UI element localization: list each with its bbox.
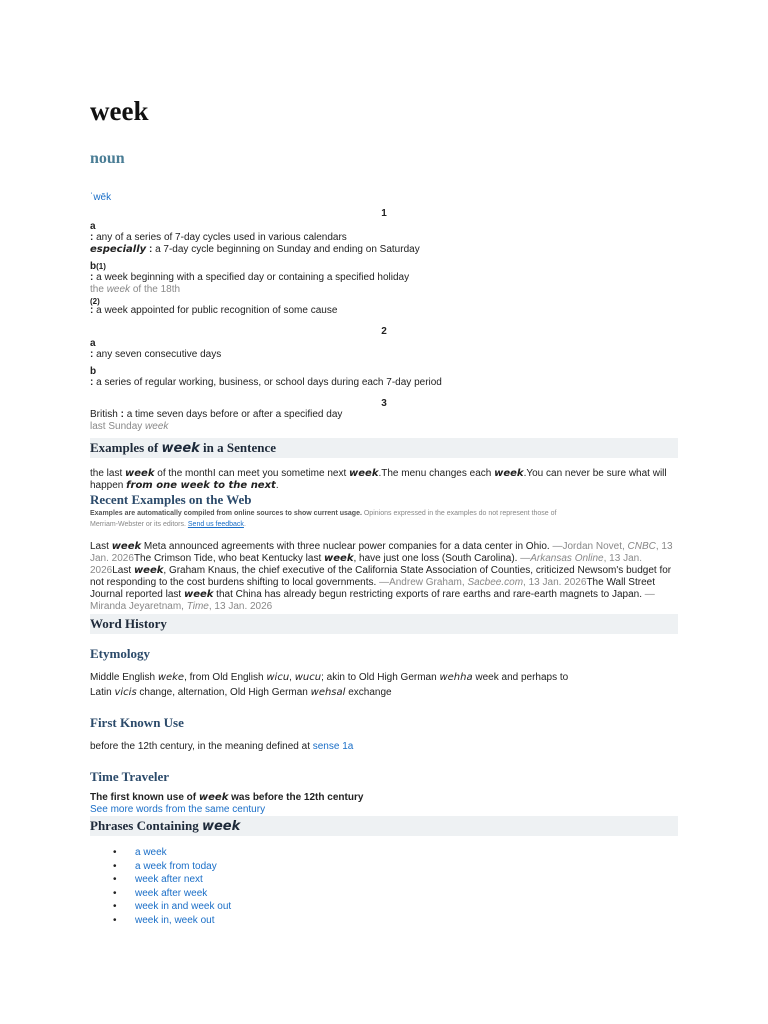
sense-2a-definition: [90, 349, 221, 361]
etym-word: wehsal: [310, 687, 346, 698]
example-text: of the 18th: [130, 284, 181, 295]
sense-3-example: [90, 421, 168, 433]
letter-label: b: [90, 261, 97, 272]
sense-number-2: 2: [381, 326, 387, 337]
recent-word: week: [111, 541, 142, 552]
recent-word: week: [324, 553, 354, 564]
definition-text: a 7-day cycle beginning on Sunday and ending on Saturday: [155, 244, 420, 255]
sense-2b-definition: [90, 377, 442, 389]
section-title-word: week: [201, 819, 241, 834]
etym-word: wicu: [266, 672, 290, 683]
examples-section-header: [90, 438, 678, 458]
recent-word: week: [183, 589, 214, 600]
sentence-phrase: from one week to the next: [126, 480, 276, 491]
sentence-text: .The menu changes each: [378, 468, 495, 479]
list-item[interactable]: [120, 887, 231, 901]
example-text: last Sunday: [90, 421, 146, 432]
recent-source: , 13 Jan.: [603, 553, 642, 564]
recent-examples-notice-1: [90, 509, 556, 519]
etym-text: ,: [289, 672, 295, 683]
recent-source: Jan. 2026: [90, 553, 134, 564]
list-item[interactable]: [120, 873, 231, 887]
recent-examples-notice-2: [90, 520, 246, 530]
sentence-word: week: [494, 468, 524, 479]
list-item[interactable]: [120, 846, 231, 860]
recent-text: The Crimson Tide, who beat Kentucky last: [133, 553, 325, 564]
recent-source: Miranda Jeyaretnam,: [90, 601, 187, 612]
notice-text: Merriam-Webster or its editors.: [90, 521, 188, 528]
phrase-link[interactable]: week after week: [135, 887, 208, 899]
sense-1a-especially: [90, 244, 420, 256]
recent-example-line-6: [90, 601, 272, 613]
etymology-line-1: [90, 672, 568, 684]
sentence-text: .You can never be sure what will: [523, 468, 667, 479]
recent-example-line-1: [90, 541, 673, 553]
definition-text: any of a series of 7-day cycles used in various calendars: [96, 232, 347, 243]
sentence-text: the last: [90, 468, 126, 479]
sense-1b2-subnumber: (2): [90, 297, 100, 306]
definition-text: a week appointed for public recognition of some cause: [96, 305, 338, 316]
tt-word: week: [198, 792, 229, 803]
colon-mark: :: [90, 272, 94, 283]
sentence-text: of the monthI can meet you sometime next: [154, 468, 350, 479]
notice-bold: Examples are automatically compiled from online sources to show current usage.: [90, 510, 362, 517]
sentence-text: .: [275, 480, 279, 491]
recent-example-line-4: [90, 577, 655, 589]
recent-source: , 13: [655, 541, 673, 552]
section-title-word: week: [161, 441, 200, 456]
recent-source-name: CNBC: [627, 541, 656, 552]
phrases-header: [90, 816, 678, 836]
recent-text: Meta announced agreements with three nuclear power companies for a data center in Ohio.: [141, 541, 550, 552]
recent-word: week: [133, 565, 164, 576]
send-feedback-link[interactable]: Send us feedback: [187, 521, 244, 528]
sense-1b1-definition: [90, 272, 409, 284]
section-title-text: in a Sentence: [199, 440, 276, 455]
phrase-link[interactable]: week after next: [135, 874, 203, 885]
etym-word: weke: [157, 672, 185, 683]
list-item[interactable]: [120, 914, 231, 928]
etym-text: week and perhaps to: [472, 672, 569, 683]
recent-source: —Andrew Graham,: [376, 577, 468, 588]
first-known-use-text: [90, 741, 353, 753]
recent-source: 2026: [90, 565, 113, 576]
colon-mark: :: [148, 244, 153, 255]
etym-text: , from Old English: [184, 672, 267, 683]
recent-example-line-5: [90, 589, 655, 601]
recent-text: not responding to the cost burdens shifting to local governments.: [90, 577, 377, 588]
list-item[interactable]: [120, 900, 231, 914]
recent-text: Journal reported last: [90, 589, 184, 600]
recent-text: , Graham Knaus, the chief executive of the California State Association of Counties, criticized Newsom's budget for: [163, 565, 672, 576]
notice-text: Opinions expressed in the examples do not represent those of: [361, 510, 557, 517]
section-title-text: Phrases Containing: [90, 818, 202, 833]
sentence-word: week: [125, 468, 155, 479]
example-sentences-line-2: [90, 480, 279, 492]
sense-number-3: 3: [381, 398, 387, 409]
section-title-text: Examples of: [90, 440, 162, 455]
british-label: British: [90, 409, 118, 420]
recent-source: —Jordan Novet,: [549, 541, 628, 552]
time-traveler-title: Time Traveler: [90, 769, 170, 784]
definition-text: a series of regular working, business, or school days during each 7-day period: [96, 377, 442, 388]
tt-text: The first known use of: [90, 792, 199, 803]
colon-mark: :: [90, 349, 94, 360]
part-of-speech: noun: [90, 150, 125, 167]
sentence-text: happen: [90, 480, 127, 491]
phrase-link[interactable]: a week from today: [135, 860, 217, 872]
etym-word: vicis: [114, 687, 137, 698]
list-item[interactable]: [120, 860, 231, 874]
example-text: the: [90, 284, 107, 295]
colon-mark: :: [90, 305, 94, 316]
sub-number: (1): [96, 262, 106, 271]
word-history-header: Word History: [90, 614, 678, 634]
notice-text: .: [243, 521, 246, 528]
definition-text: a time seven days before or after a specified day: [126, 409, 343, 420]
sense-1a-definition: [90, 232, 347, 244]
tt-text: was before the 12th century: [228, 792, 364, 803]
recent-text: , have just one loss (South Carolina).: [353, 553, 518, 564]
etym-text: ; akin to Old High German: [321, 672, 440, 683]
pronunciation-link[interactable]: ˈwēk: [90, 192, 112, 203]
sense-number-1: 1: [381, 208, 387, 219]
sense-2a-letter: a: [90, 338, 96, 349]
phrase-link[interactable]: a week: [135, 847, 167, 858]
headword: week: [90, 96, 149, 126]
sense-3-definition: [90, 409, 342, 421]
etym-text: exchange: [345, 687, 392, 698]
recent-source: —: [517, 553, 531, 564]
recent-source-name: Time: [186, 601, 209, 612]
recent-text: that China has already begun restricting exports of rare earths and rare-earth magnets to Japan.: [213, 589, 642, 600]
etymology-title: Etymology: [90, 646, 150, 661]
recent-source: , 13 Jan. 2026: [523, 577, 587, 588]
example-sentences-line-1: [90, 468, 667, 480]
recent-example-line-3: [90, 565, 671, 577]
first-use-text: before the 12th century, in the meaning defined at: [90, 741, 313, 752]
recent-text: Last: [112, 565, 134, 576]
etym-text: change, alternation, Old High German: [136, 687, 311, 698]
etym-word: wucu: [294, 672, 322, 683]
colon-mark: :: [90, 377, 94, 388]
example-word: week: [106, 284, 131, 295]
recent-text: Last: [90, 541, 112, 552]
recent-examples-title: Recent Examples on the Web: [90, 492, 252, 507]
etym-text: Latin: [90, 687, 115, 698]
recent-source: —: [641, 589, 655, 600]
etym-word: wehha: [439, 672, 473, 683]
sense-1b2-definition: [90, 305, 337, 317]
especially-label: especially: [90, 244, 147, 255]
recent-text: The Wall Street: [586, 577, 655, 588]
definition-text: a week beginning with a specified day or containing a specified holiday: [96, 272, 410, 283]
sense-1a-letter: a: [90, 221, 96, 232]
colon-mark: :: [120, 409, 124, 420]
etymology-line-2: [90, 687, 392, 699]
colon-mark: :: [90, 232, 94, 243]
phrase-link[interactable]: week in and week out: [135, 901, 232, 912]
example-word: week: [145, 421, 169, 432]
phrase-link[interactable]: week in, week out: [135, 914, 215, 926]
sense-2b-letter: b: [90, 366, 97, 377]
sense-1b1-example: [90, 284, 180, 296]
recent-example-line-2: [90, 553, 642, 565]
time-traveler-text: [90, 792, 363, 804]
sentence-word: week: [349, 468, 379, 479]
recent-source-name: Sacbee.com: [467, 577, 524, 588]
etym-text: Middle English: [90, 672, 158, 683]
first-known-use-title: First Known Use: [90, 715, 184, 730]
recent-source-name: Arkansas Online: [530, 553, 604, 564]
sense-1a-link[interactable]: sense 1a: [312, 741, 354, 752]
definition-text: any seven consecutive days: [96, 349, 222, 360]
recent-source: , 13 Jan. 2026: [208, 601, 273, 612]
phrases-list: [120, 846, 231, 927]
same-century-link[interactable]: See more words from the same century: [90, 804, 266, 815]
